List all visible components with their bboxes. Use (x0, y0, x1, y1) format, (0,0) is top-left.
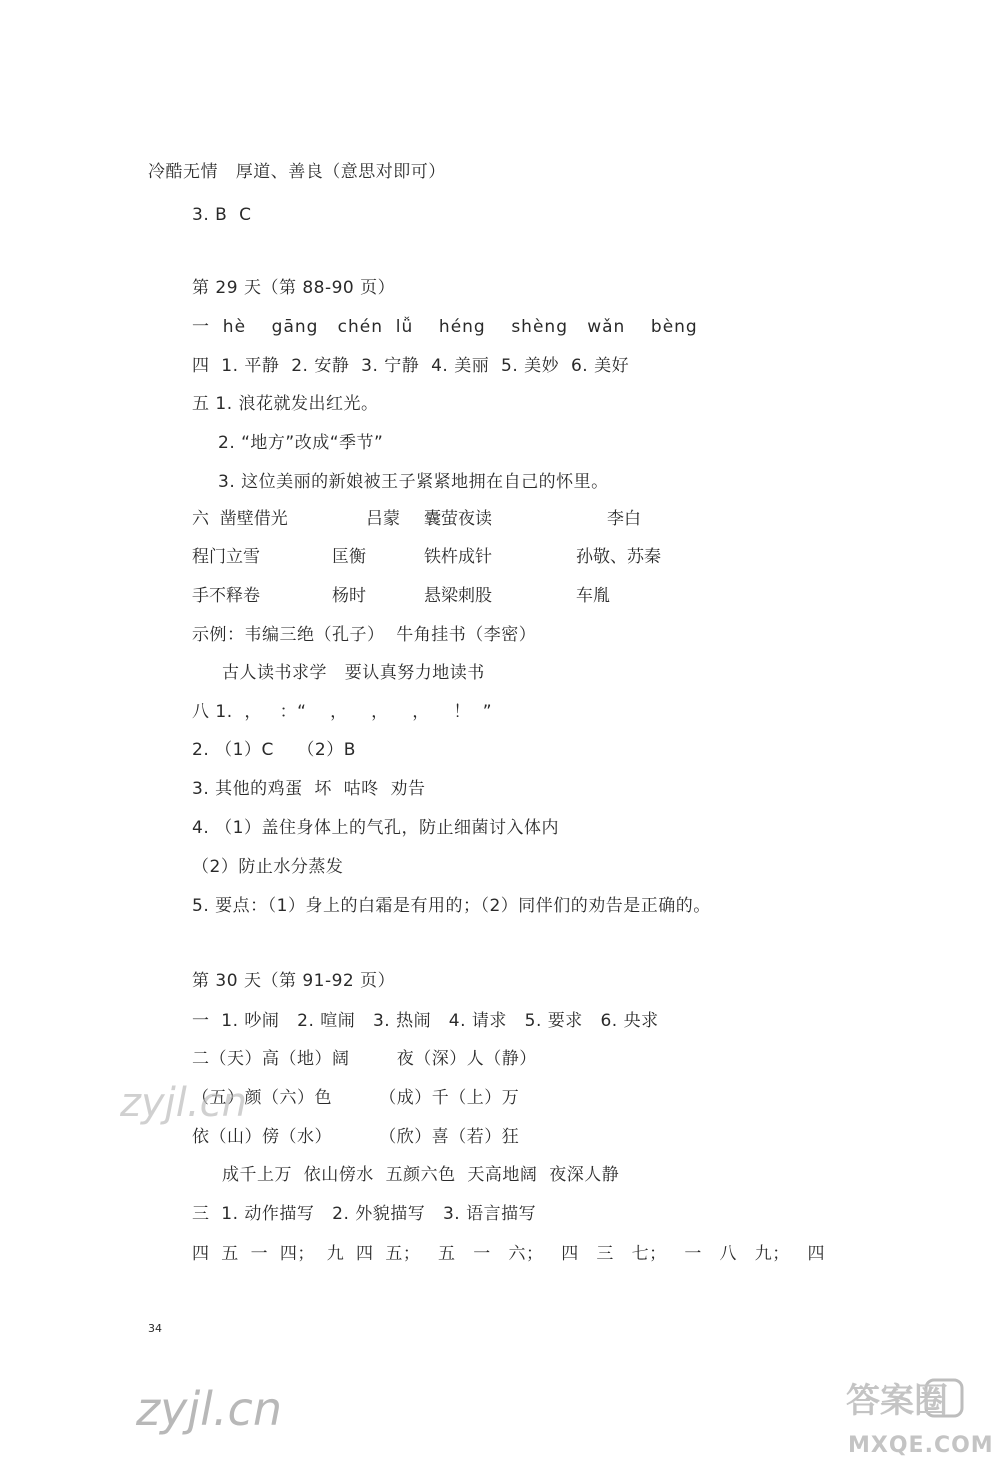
grid-cell: 车胤 (576, 586, 610, 606)
line-answer-words: 冷酷无情 厚道、善良（意思对即可） (148, 162, 446, 182)
line-three: 三 1. 动作描写 2. 外貌描写 3. 语言描写 (192, 1204, 537, 1224)
line-eight-1: 八 1. ， ：“ ， ， ， ！ ” (192, 702, 493, 722)
line-two-1: 二（天）高（地）阔 夜（深）人（静） (192, 1049, 537, 1069)
grid-cell: 李白 (607, 509, 641, 529)
grid-cell: 手不释卷 (192, 586, 260, 606)
line-eight-2: 2. （1）C （2）B (192, 740, 356, 760)
watermark-logo (844, 1374, 994, 1459)
line-two-answer: 成千上万 依山傍水 五颜六色 天高地阔 夜深人静 (222, 1165, 620, 1185)
line-eight-4: 4. （1）盖住身体上的气孔，防止细菌讨入体内 (192, 818, 559, 838)
grid-cell: 杨时 (332, 586, 366, 606)
line-two-3: 依（山）傍（水） （欣）喜（若）狂 (192, 1127, 520, 1147)
grid-cell: 孙敬、苏秦 (576, 547, 661, 567)
line-example: 示例：韦编三绝（孔子） 牛角挂书（李密） (192, 625, 537, 645)
line-five-2: 2. “地方”改成“季节” (218, 433, 384, 453)
grid-cell: 吕蒙 (366, 509, 400, 529)
line-eight-3: 3. 其他的鸡蛋 坏 咕咚 劝告 (192, 779, 426, 799)
watermark-logo-text: 答案圈 (846, 1381, 948, 1421)
line-pinyin: 一 hè gāng chén lǚ héng shèng wǎn bèng (192, 317, 698, 337)
watermark-site-text: MXQE.COM (848, 1433, 994, 1458)
section-heading-day30: 第 30 天（第 91-92 页） (192, 971, 396, 991)
grid-cell: 悬梁刺股 (424, 586, 492, 606)
line-five-3: 3. 这位美丽的新娘被王子紧紧地拥在自己的怀里。 (218, 472, 609, 492)
section-heading-day29: 第 29 天（第 88-90 页） (192, 278, 396, 298)
page-number: 34 (148, 1322, 162, 1335)
grid-cell: 匡衡 (332, 547, 366, 567)
grid-cell: 囊萤夜读 (424, 509, 492, 529)
line-five-1: 五 1. 浪花就发出红光。 (192, 394, 379, 414)
line-3-bc: 3. B C (192, 205, 252, 225)
line-four-numbers: 四 五 一 四； 九 四 五； 五 一 六； 四 三 七； 一 八 九； 四 (192, 1244, 825, 1264)
line-two-2: （五）颜（六）色 （成）千（上）万 (192, 1088, 520, 1108)
watermark-text: zyjl.cn (120, 1080, 247, 1126)
line-one: 一 1. 吵闹 2. 喧闹 3. 热闹 4. 请求 5. 要求 6. 央求 (192, 1011, 659, 1031)
line-eight-4b: （2）防止水分蒸发 (192, 857, 344, 877)
grid-cell: 六 凿壁借光 (192, 509, 288, 529)
line-summary: 古人读书求学 要认真努力地读书 (222, 663, 485, 683)
grid-cell: 程门立雪 (192, 547, 260, 567)
grid-cell: 铁杵成针 (424, 547, 492, 567)
line-four: 四 1. 平静 2. 安静 3. 宁静 4. 美丽 5. 美妙 6. 美好 (192, 356, 630, 376)
line-eight-5: 5. 要点：（1）身上的白霜是有用的；（2）同伴们的劝告是正确的。 (192, 896, 711, 916)
watermark-text: zyjl.cn (136, 1382, 282, 1436)
